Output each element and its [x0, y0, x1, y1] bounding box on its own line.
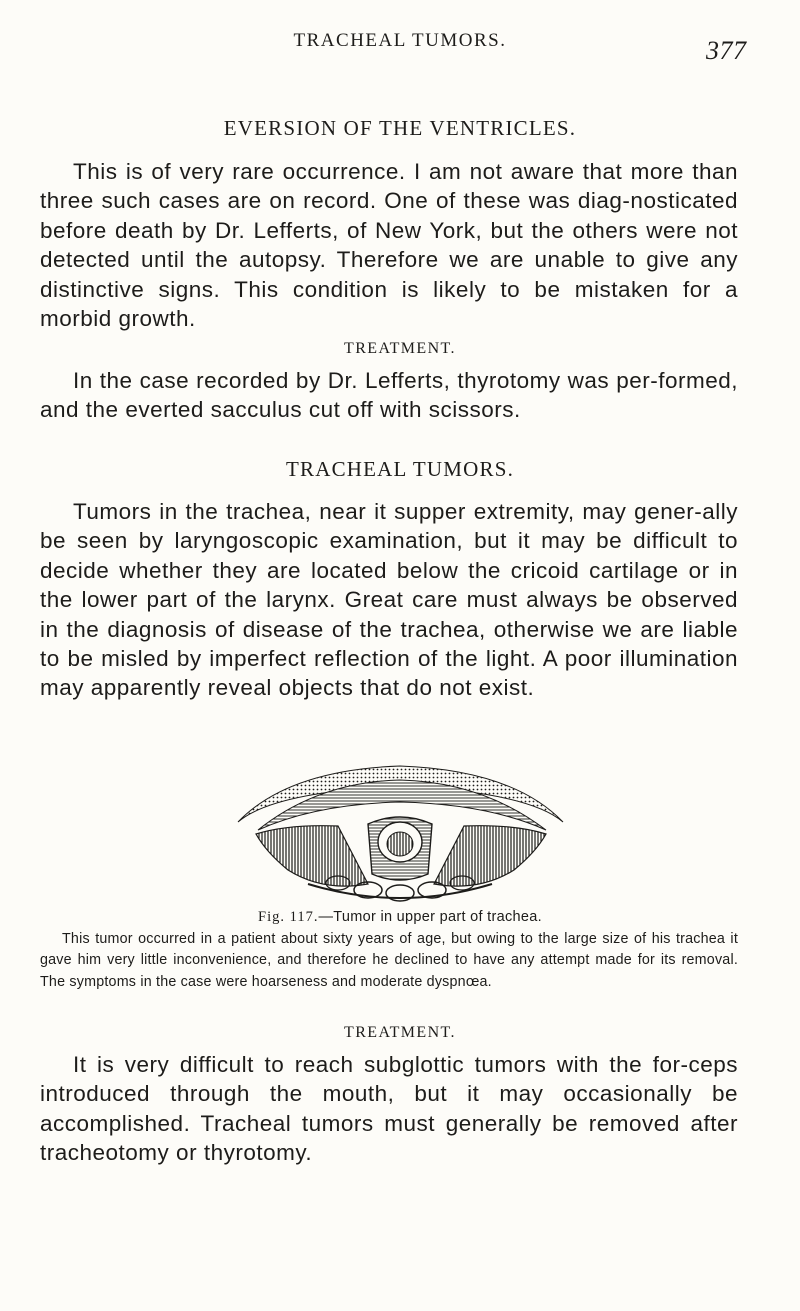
trachea-illustration — [228, 752, 573, 904]
tracheal-tumors-heading: TRACHEAL TUMORS. — [285, 457, 515, 481]
treatment-paragraph-1: In the case recorded by Dr. Lefferts, thyrotomy was per-formed, and the everted sacculus cut off with scissors. — [40, 368, 738, 423]
figure-note: This tumor occurred in a patient about sixty years of age, but owing to the large size of his trachea it gave him very little inconvenience, and therefore he declined to have any attempt made for its removal. The symptoms in the case were hoarseness and moderate dyspnœa. — [40, 931, 738, 990]
treatment-paragraph-2: It is very difficult to reach subglottic tumors with the for-ceps introduced through the mouth, but it may occasionally be accomplished. Tracheal tumors must generally be removed after tracheotomy or thyrotomy. — [40, 1052, 738, 1166]
figure-label: Fig. 117. — [258, 909, 319, 925]
treatment-heading-2: TREATMENT. — [344, 1024, 456, 1041]
page-number: 377 — [706, 36, 747, 65]
figure-caption-text: —Tumor in upper part of trachea. — [318, 909, 542, 925]
figure-caption — [0, 909, 800, 926]
running-head: TRACHEAL TUMORS. — [293, 30, 507, 51]
eversion-paragraph: This is of very rare occurrence. I am not aware that more than three such cases are on record. One of these was diag-nosticated before death by Dr. Lefferts, of New York, but the others were not detected until the autopsy. Therefore we are unable to give any distinctive signs. This condition is likely to be mistaken for a morbid growth. — [40, 159, 738, 332]
tracheal-tumors-paragraph: Tumors in the trachea, near it supper extremity, may gener-ally be seen by laryngoscopic examination, but it may be difficult to decide whether they are located below the cricoid cartilage or in the lower part of the larynx. Great care must always be observed in the diagnosis of disease of the trachea, otherwise we are liable to be misled by imperfect reflection of the light. A poor illumination may apparently reveal objects that do not exist. — [40, 499, 738, 701]
treatment-heading-1: TREATMENT. — [344, 340, 456, 357]
eversion-heading: EVERSION OF THE VENTRICLES. — [223, 116, 577, 140]
